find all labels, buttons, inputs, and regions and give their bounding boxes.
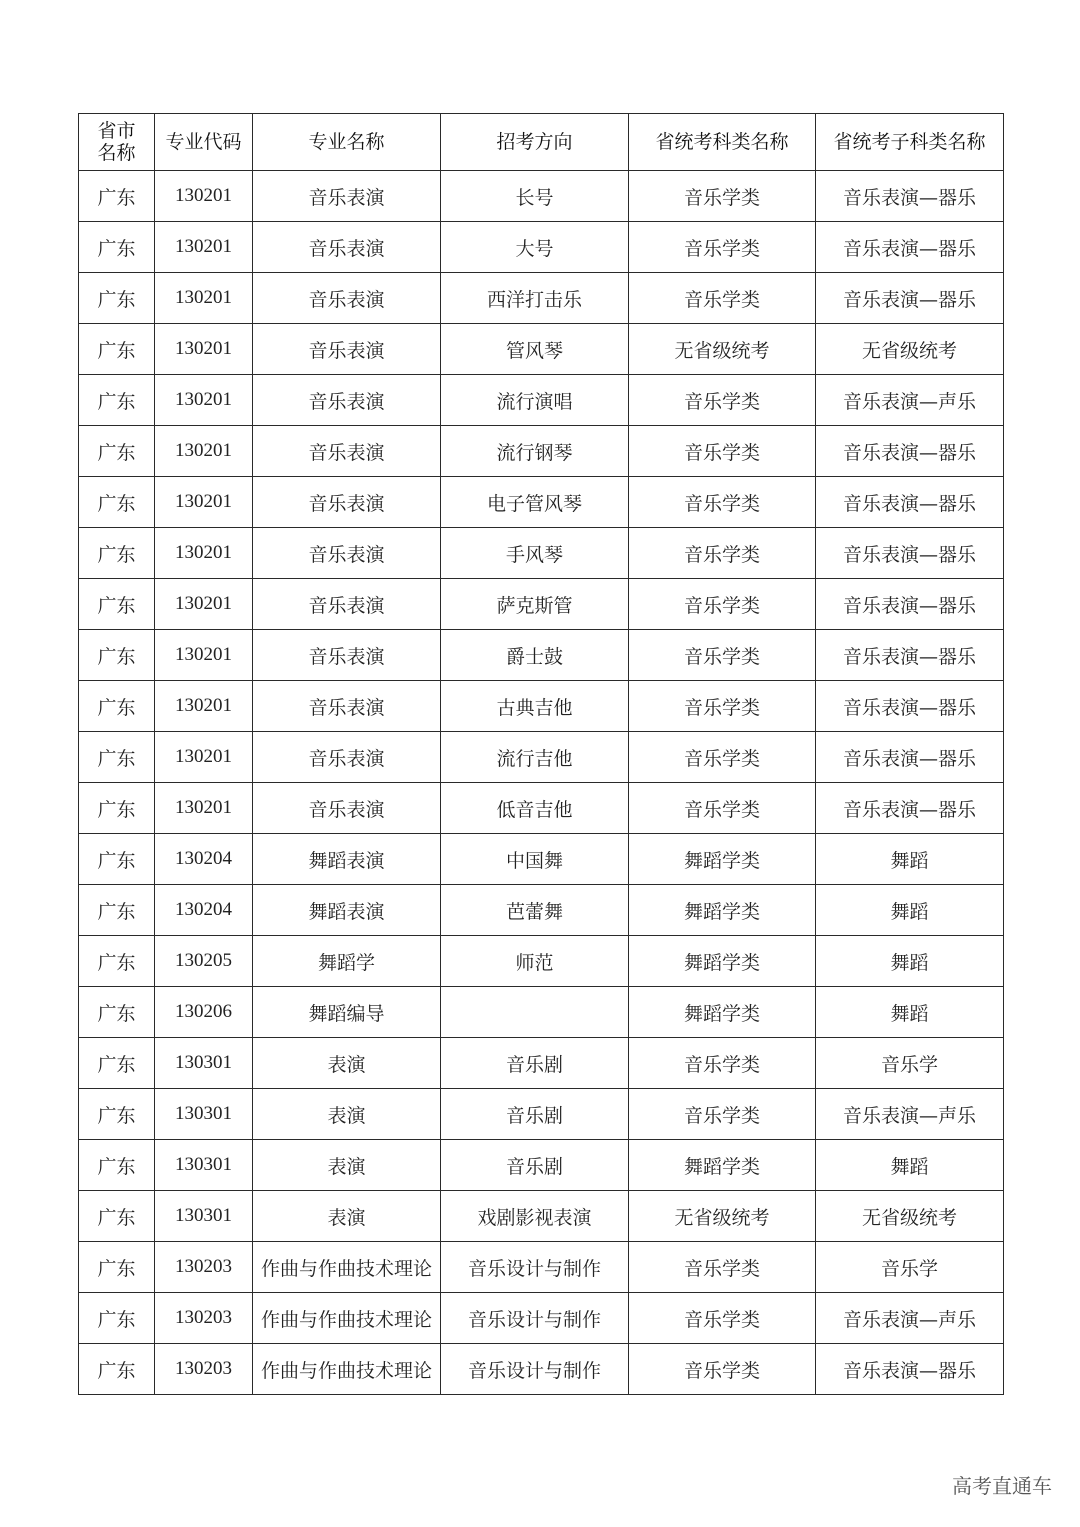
cell-exam-subcategory: 音乐表演—器乐: [816, 426, 1004, 477]
cell-exam-category: 音乐学类: [629, 222, 816, 273]
cell-province: 广东: [79, 834, 155, 885]
cell-major-code: 130201: [155, 579, 253, 630]
cell-major-name: 作曲与作曲技术理论: [253, 1344, 441, 1395]
cell-major-code: 130201: [155, 375, 253, 426]
cell-exam-category: 舞蹈学类: [629, 1140, 816, 1191]
cell-direction: 芭蕾舞: [441, 885, 629, 936]
header-major-name: 专业名称: [253, 114, 441, 171]
cell-direction: 师范: [441, 936, 629, 987]
cell-major-code: 130201: [155, 426, 253, 477]
cell-major-code: 130201: [155, 732, 253, 783]
cell-major-name: 舞蹈学: [253, 936, 441, 987]
table-row: [79, 273, 1004, 324]
cell-major-name: 音乐表演: [253, 426, 441, 477]
cell-major-code: 130201: [155, 783, 253, 834]
cell-exam-category: 音乐学类: [629, 783, 816, 834]
cell-exam-subcategory: 舞蹈: [816, 936, 1004, 987]
cell-major-code: 130201: [155, 477, 253, 528]
cell-province: 广东: [79, 1344, 155, 1395]
cell-major-code: 130206: [155, 987, 253, 1038]
cell-exam-subcategory: 音乐表演—器乐: [816, 630, 1004, 681]
cell-province: 广东: [79, 1038, 155, 1089]
cell-direction: 管风琴: [441, 324, 629, 375]
table-row: [79, 783, 1004, 834]
cell-direction: 音乐剧: [441, 1140, 629, 1191]
cell-major-code: 130201: [155, 630, 253, 681]
table-row: [79, 987, 1004, 1038]
cell-major-name: 舞蹈表演: [253, 885, 441, 936]
cell-exam-category: 音乐学类: [629, 681, 816, 732]
cell-major-name: 音乐表演: [253, 273, 441, 324]
cell-direction: 大号: [441, 222, 629, 273]
cell-direction: 长号: [441, 171, 629, 222]
cell-province: 广东: [79, 630, 155, 681]
cell-exam-subcategory: 音乐表演—器乐: [816, 477, 1004, 528]
cell-exam-subcategory: 无省级统考: [816, 1191, 1004, 1242]
cell-major-code: 130203: [155, 1344, 253, 1395]
cell-exam-category: 无省级统考: [629, 324, 816, 375]
cell-exam-category: 音乐学类: [629, 528, 816, 579]
cell-province: 广东: [79, 171, 155, 222]
table-row: [79, 1344, 1004, 1395]
table-body: [79, 171, 1004, 1395]
cell-major-name: 舞蹈表演: [253, 834, 441, 885]
header-province: 省市名称: [79, 114, 155, 171]
cell-direction: 手风琴: [441, 528, 629, 579]
cell-exam-subcategory: 舞蹈: [816, 987, 1004, 1038]
table-row: [79, 375, 1004, 426]
cell-province: 广东: [79, 222, 155, 273]
cell-exam-category: 音乐学类: [629, 171, 816, 222]
cell-direction: 音乐设计与制作: [441, 1344, 629, 1395]
cell-exam-category: 音乐学类: [629, 375, 816, 426]
cell-direction: 音乐设计与制作: [441, 1242, 629, 1293]
cell-exam-category: 舞蹈学类: [629, 885, 816, 936]
table-row: [79, 1293, 1004, 1344]
header-direction: 招考方向: [441, 114, 629, 171]
cell-exam-subcategory: 音乐表演—器乐: [816, 681, 1004, 732]
cell-direction: 音乐剧: [441, 1089, 629, 1140]
cell-direction: [441, 987, 629, 1038]
cell-exam-category: 舞蹈学类: [629, 987, 816, 1038]
cell-exam-subcategory: 无省级统考: [816, 324, 1004, 375]
cell-direction: 低音吉他: [441, 783, 629, 834]
table-row: [79, 681, 1004, 732]
cell-major-code: 130301: [155, 1038, 253, 1089]
cell-province: 广东: [79, 936, 155, 987]
cell-exam-category: 音乐学类: [629, 273, 816, 324]
table-row: [79, 477, 1004, 528]
cell-major-name: 音乐表演: [253, 681, 441, 732]
cell-major-name: 音乐表演: [253, 783, 441, 834]
cell-major-name: 舞蹈编导: [253, 987, 441, 1038]
cell-province: 广东: [79, 273, 155, 324]
table-header-row: [79, 114, 1004, 171]
table-row: [79, 1038, 1004, 1089]
table-row: [79, 1191, 1004, 1242]
footer-brand: 高考直通车: [952, 1474, 1052, 1498]
table-row: [79, 834, 1004, 885]
cell-province: 广东: [79, 528, 155, 579]
cell-direction: 爵士鼓: [441, 630, 629, 681]
cell-exam-subcategory: 音乐表演—器乐: [816, 273, 1004, 324]
cell-direction: 流行演唱: [441, 375, 629, 426]
cell-major-name: 音乐表演: [253, 528, 441, 579]
cell-province: 广东: [79, 885, 155, 936]
cell-exam-category: 无省级统考: [629, 1191, 816, 1242]
table-row: [79, 885, 1004, 936]
cell-major-name: 作曲与作曲技术理论: [253, 1242, 441, 1293]
cell-direction: 西洋打击乐: [441, 273, 629, 324]
cell-province: 广东: [79, 579, 155, 630]
cell-direction: 中国舞: [441, 834, 629, 885]
cell-major-name: 作曲与作曲技术理论: [253, 1293, 441, 1344]
cell-major-name: 音乐表演: [253, 171, 441, 222]
cell-exam-category: 舞蹈学类: [629, 936, 816, 987]
table-row: [79, 579, 1004, 630]
cell-direction: 流行钢琴: [441, 426, 629, 477]
table-row: [79, 732, 1004, 783]
table-row: [79, 222, 1004, 273]
cell-province: 广东: [79, 426, 155, 477]
cell-major-code: 130204: [155, 885, 253, 936]
cell-exam-subcategory: 音乐表演—器乐: [816, 783, 1004, 834]
cell-direction: 戏剧影视表演: [441, 1191, 629, 1242]
cell-major-name: 表演: [253, 1038, 441, 1089]
table-row: [79, 630, 1004, 681]
cell-exam-subcategory: 音乐表演—声乐: [816, 1089, 1004, 1140]
table-row: [79, 528, 1004, 579]
table-row: [79, 1242, 1004, 1293]
table-row: [79, 1089, 1004, 1140]
cell-major-code: 130205: [155, 936, 253, 987]
table-row: [79, 426, 1004, 477]
cell-exam-category: 音乐学类: [629, 477, 816, 528]
admissions-table-container: [78, 113, 1003, 1395]
cell-province: 广东: [79, 681, 155, 732]
cell-major-code: 130204: [155, 834, 253, 885]
cell-exam-category: 音乐学类: [629, 579, 816, 630]
cell-major-code: 130201: [155, 171, 253, 222]
cell-major-name: 表演: [253, 1140, 441, 1191]
cell-major-name: 音乐表演: [253, 732, 441, 783]
cell-province: 广东: [79, 783, 155, 834]
cell-exam-subcategory: 音乐表演—声乐: [816, 1293, 1004, 1344]
cell-exam-category: 音乐学类: [629, 1089, 816, 1140]
cell-exam-category: 音乐学类: [629, 1344, 816, 1395]
cell-exam-subcategory: 音乐表演—声乐: [816, 375, 1004, 426]
cell-major-code: 130201: [155, 273, 253, 324]
cell-exam-subcategory: 音乐学: [816, 1242, 1004, 1293]
cell-exam-subcategory: 舞蹈: [816, 834, 1004, 885]
cell-major-code: 130201: [155, 528, 253, 579]
header-major-code: 专业代码: [155, 114, 253, 171]
cell-exam-subcategory: 音乐表演—器乐: [816, 528, 1004, 579]
cell-major-code: 130203: [155, 1293, 253, 1344]
cell-exam-subcategory: 舞蹈: [816, 1140, 1004, 1191]
cell-major-name: 音乐表演: [253, 477, 441, 528]
cell-exam-category: 音乐学类: [629, 732, 816, 783]
cell-province: 广东: [79, 375, 155, 426]
cell-major-code: 130301: [155, 1140, 253, 1191]
cell-exam-subcategory: 音乐表演—器乐: [816, 1344, 1004, 1395]
cell-major-name: 音乐表演: [253, 375, 441, 426]
cell-province: 广东: [79, 1242, 155, 1293]
cell-exam-subcategory: 音乐表演—器乐: [816, 222, 1004, 273]
cell-direction: 古典吉他: [441, 681, 629, 732]
cell-province: 广东: [79, 1293, 155, 1344]
cell-major-code: 130201: [155, 324, 253, 375]
cell-major-code: 130301: [155, 1191, 253, 1242]
cell-exam-subcategory: 音乐表演—器乐: [816, 171, 1004, 222]
cell-exam-subcategory: 音乐表演—器乐: [816, 732, 1004, 783]
cell-exam-subcategory: 音乐学: [816, 1038, 1004, 1089]
cell-exam-category: 音乐学类: [629, 426, 816, 477]
cell-major-code: 130203: [155, 1242, 253, 1293]
cell-province: 广东: [79, 1140, 155, 1191]
cell-direction: 萨克斯管: [441, 579, 629, 630]
cell-major-name: 音乐表演: [253, 579, 441, 630]
cell-province: 广东: [79, 324, 155, 375]
admissions-table: [78, 113, 1004, 1395]
cell-province: 广东: [79, 987, 155, 1038]
cell-major-name: 音乐表演: [253, 630, 441, 681]
cell-major-code: 130201: [155, 222, 253, 273]
table-row: [79, 171, 1004, 222]
cell-exam-category: 舞蹈学类: [629, 834, 816, 885]
cell-exam-subcategory: 舞蹈: [816, 885, 1004, 936]
cell-province: 广东: [79, 1089, 155, 1140]
table-row: [79, 324, 1004, 375]
header-exam-category: 省统考科类名称: [629, 114, 816, 171]
cell-province: 广东: [79, 1191, 155, 1242]
cell-major-name: 音乐表演: [253, 324, 441, 375]
cell-exam-category: 音乐学类: [629, 1038, 816, 1089]
cell-direction: 音乐设计与制作: [441, 1293, 629, 1344]
table-row: [79, 936, 1004, 987]
cell-province: 广东: [79, 732, 155, 783]
cell-exam-category: 音乐学类: [629, 630, 816, 681]
cell-major-name: 音乐表演: [253, 222, 441, 273]
cell-exam-category: 音乐学类: [629, 1242, 816, 1293]
cell-major-name: 表演: [253, 1191, 441, 1242]
cell-province: 广东: [79, 477, 155, 528]
cell-direction: 流行吉他: [441, 732, 629, 783]
cell-exam-category: 音乐学类: [629, 1293, 816, 1344]
cell-exam-subcategory: 音乐表演—器乐: [816, 579, 1004, 630]
cell-direction: 音乐剧: [441, 1038, 629, 1089]
cell-major-code: 130301: [155, 1089, 253, 1140]
header-exam-subcategory: 省统考子科类名称: [816, 114, 1004, 171]
cell-major-code: 130201: [155, 681, 253, 732]
table-row: [79, 1140, 1004, 1191]
cell-major-name: 表演: [253, 1089, 441, 1140]
cell-direction: 电子管风琴: [441, 477, 629, 528]
